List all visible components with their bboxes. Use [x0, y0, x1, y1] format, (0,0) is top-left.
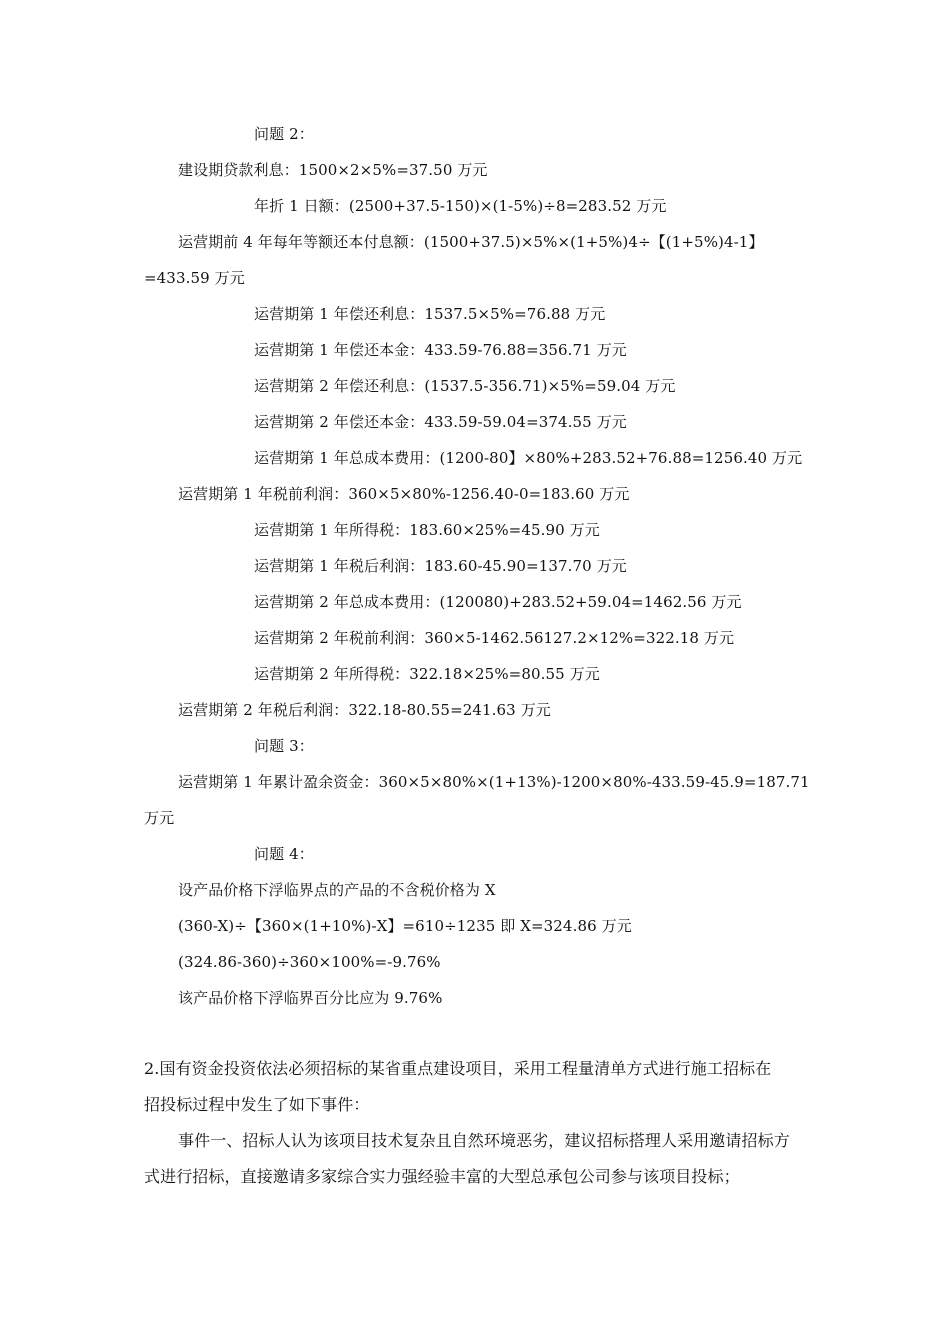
text-line: 运营期第 2 年偿还本金：433.59-59.04=374.55 万元	[254, 413, 627, 431]
text-line: 运营期第 2 年税前利润：360×5-1462.56127.2×12%=322.18 万元	[254, 629, 735, 647]
text-line: (324.86-360)÷360×100%=-9.76%	[178, 953, 441, 971]
text-line: 运营期第 2 年总成本费用：(120080)+283.52+59.04=1462.56 万元	[254, 593, 742, 611]
text-line: 运营期第 2 年偿还利息：(1537.5-356.71)×5%=59.04 万元	[254, 377, 676, 395]
text-line: 年折 1 日额：(2500+37.5-150)×(1-5%)÷8=283.52 万元	[254, 197, 667, 215]
text-line: 运营期第 1 年偿还利息：1537.5×5%=76.88 万元	[254, 305, 606, 323]
text-line: 设产品价格下浮临界点的产品的不含税价格为 X	[178, 881, 496, 899]
text-line: 运营期第 1 年总成本费用：(1200-80】×80%+283.52+76.88=1256.40 万元	[254, 449, 803, 467]
heading-question-3: 问题 3：	[254, 737, 314, 755]
text-line: =433.59 万元	[144, 269, 245, 287]
text-line: 万元	[144, 809, 175, 827]
text-line: 运营期前 4 年每年等额还本付息额：(1500+37.5)×5%×(1+5%)4÷【(1+5%)4-1】	[178, 233, 764, 251]
text-line: 运营期第 2 年所得税：322.18×25%=80.55 万元	[254, 665, 600, 683]
text-line: 运营期第 1 年税前利润：360×5×80%-1256.40-0=183.60 万元	[178, 485, 630, 503]
text-line: 建设期贷款利息：1500×2×5%=37.50 万元	[178, 161, 488, 179]
text-line: 运营期第 1 年税后利润：183.60-45.90=137.70 万元	[254, 557, 627, 575]
heading-question-2: 问题 2：	[254, 125, 314, 143]
text-line: 运营期第 1 年所得税：183.60×25%=45.90 万元	[254, 521, 600, 539]
text-line: (360-X)÷【360×(1+10%)-X】=610÷1235 即 X=324.86 万元	[178, 917, 632, 935]
text-line: 运营期第 1 年偿还本金：433.59-76.88=356.71 万元	[254, 341, 627, 359]
section-2-intro: 2.国有资金投资依法必须招标的某省重点建设项目，采用工程量清单方式进行施工招标在	[144, 1059, 772, 1078]
text-line: 招投标过程中发生了如下事件：	[144, 1095, 370, 1114]
text-line: 该产品价格下浮临界百分比应为 9.76%	[178, 989, 443, 1007]
text-line: 事件一、招标人认为该项目技术复杂且自然环境恶劣，建议招标搭理人采用邀请招标方	[178, 1131, 790, 1150]
text-line: 式进行招标，直接邀请多家综合实力强经验丰富的大型总承包公司参与该项目投标；	[144, 1167, 740, 1186]
text-line: 运营期第 2 年税后利润：322.18-80.55=241.63 万元	[178, 701, 551, 719]
heading-question-4: 问题 4：	[254, 845, 314, 863]
text-line: 运营期第 1 年累计盈余资金：360×5×80%×(1+13%)-1200×80%-433.59-45.9=187.71	[178, 773, 810, 791]
